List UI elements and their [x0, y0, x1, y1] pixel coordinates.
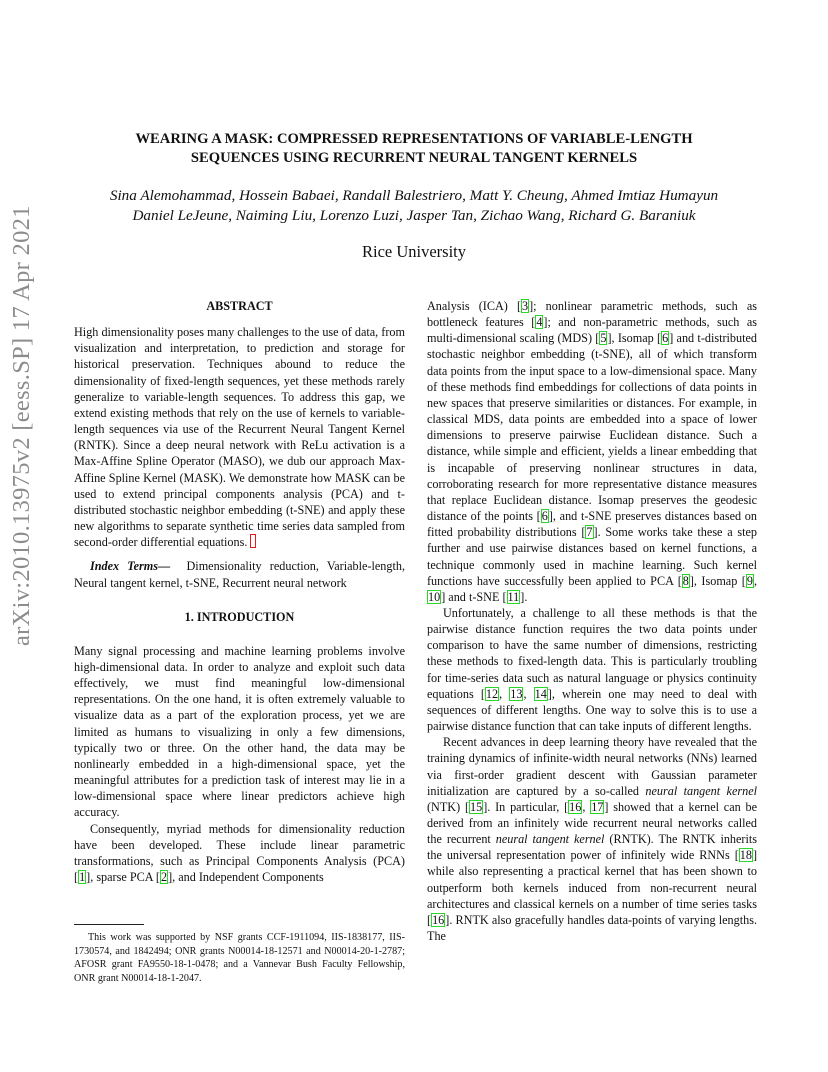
index-terms-label: Index Terms—	[90, 559, 171, 574]
author-line: Daniel LeJeune, Naiming Liu, Lorenzo Luzi, Jasper Tan, Zichao Wang, Richard G. Baraniuk	[132, 207, 696, 224]
citation-link[interactable]: 4	[536, 315, 543, 330]
citation-link[interactable]: 16	[569, 799, 582, 814]
citation-link[interactable]: 12	[485, 686, 499, 701]
left-column	[74, 298, 405, 885]
author-line: Sina Alemohammad, Hossein Babaei, Randall Balestriero, Matt Y. Cheung, Ahmed Imtiaz Humayun	[109, 187, 719, 204]
index-terms-text: Dimensionality reduction, Variable-length, Neural tangent kernel, t-SNE, Recurrent neural network	[74, 559, 405, 590]
citation-link[interactable]: 7	[586, 525, 593, 540]
body-paragraph: Unfortunately, a challenge to all these methods is that the pairwise distance function requires the two data points under comparison to have the same number of dimensions, restricting these methods to fixed-length data. This is particularly troubling for time-series data such as natural language or physics continuity equations [12, 13, 14], wherein one may need to deal with sequences of different lengths. One way to solve this is to use a pairwise distance function that can take inputs of different lengths.	[427, 605, 757, 734]
intro-paragraph: Many signal processing and machine learning problems involve high-dimensional data. In order to analyze and exploit such data effectively, we must find meaningful low-dimensional representations. On the one hand, it is often extremely valuable to visualize data as a part of the exploration process, yet we are limited as humans to visualizing in only a few dimensions, typically two or three. On the other hand, the data may be nonlinearly embedded in a high-dimensional space, yet the meaningful attributes for a prediction task of interest may lie in a low-dimensional space where linear predictors achieve high accuracy.	[74, 643, 405, 820]
affiliation: Rice University	[361, 242, 467, 261]
right-column	[427, 298, 757, 944]
citation-link[interactable]: 11	[507, 589, 520, 604]
citation-link[interactable]: 2	[160, 870, 168, 884]
footnote-divider	[74, 924, 144, 925]
title-line: SEQUENCES USING RECURRENT NEURAL TANGENT KERNELS	[190, 150, 638, 166]
abstract-body: High dimensionality poses many challenges to the use of data, from visualization and interpretation, to prediction and storage for historical preservation. Techniques abound to reduce the dimensionality of fixed-length sequences, yet these methods rarely generalize to variable-length sequences. To address this gap, we extend existing methods that rely on the use of kernels to variable-length sequences via use of the Recurrent Neural Tangent Kernel (RNTK). Since a deep neural network with ReLu activation is a Max-Affine Spline Operator (MASO), we dub our approach Max-Affine Spline Kernel (MASK). We demonstrate how MASK can be used to extend principal components analysis (PCA) and t-distributed stochastic neighbor embedding (t-SNE) and apply these new algorithms to separate synthetic time series data sampled from second-order differential equations.	[74, 325, 405, 550]
arxiv-identifier: arXiv:2010.13975v2 [eess.SP] 17 Apr 2021	[8, 205, 35, 646]
body-paragraph: Recent advances in deep learning theory have revealed that the training dynamics of infinite-width neural networks (NNs) learned via first-order gradient descent with Gaussian parameter initialization are captured by a so-called neural tangent kernel (NTK) [15]. In particular, [16, 17] showed that a kernel can be derived from an infinitely wide recurrent neural networks called the recurrent neural tangent kernel (RNTK). The RNTK inherits the universal representation power of infinitely wide RNNs [18] while also representing a practical kernel that has been shown to outperform both kernels induced from non-recurrent neural architectures and classical kernels on a number of time series tasks [16]. RNTK also gracefully handles data-points of varying lengths. The	[427, 735, 758, 944]
citation-link[interactable]: 18	[739, 848, 752, 863]
citation-link[interactable]: 15	[470, 799, 483, 814]
title-line: WEARING A MASK: COMPRESSED REPRESENTATIONS OF VARIABLE-LENGTH	[135, 131, 693, 147]
author-list	[60, 186, 768, 226]
abstract-heading: ABSTRACT	[206, 299, 273, 313]
abstract-text	[74, 324, 405, 550]
citation-link[interactable]: 14	[534, 686, 547, 701]
footnote-link[interactable]	[250, 534, 256, 548]
index-terms	[74, 558, 405, 590]
section-heading-introduction: 1. INTRODUCTION	[184, 609, 295, 624]
citation-link[interactable]: 9	[746, 573, 753, 588]
citation-link[interactable]: 3	[522, 299, 529, 313]
citation-link[interactable]: 8	[682, 573, 689, 588]
citation-link[interactable]: 5	[600, 331, 607, 346]
paper-title	[90, 130, 738, 168]
citation-link[interactable]: 6	[662, 331, 669, 346]
body-paragraph: Analysis (ICA) [3]; nonlinear parametric methods, such as bottleneck features [4]; and non-parametric methods, such as multi-dimensional scaling (MDS) [5], Isomap [6] and t-distributed stochastic neighbor embedding (t-SNE), all of which transform data points from the input space to a low-dimensional space. Many of these methods find embeddings for collections of data points in new spaces that preserve similarities or distances. For example, in classical MDS, data points are embedded into a space of lower dimensions to preserve pairwise Euclidean distance. Such a distance, while simple and efficient, yields a linear embedding that is incapable of preserving nonlinear structures in data, corroborating research for more representative distance measures that replace Euclidean distance. Isomap preserves the geodesic distance of the points [6], and t-SNE preserves distances based on fitted probability distributions [7]. Some works take these a step further and use pairwise distances based on kernel functions, a technique commonly used in machine learning. Such kernel functions have successfully been applied to PCA [8], Isomap [9, 10] and t-SNE [11].	[427, 299, 758, 604]
footnote: This work was supported by NSF grants CCF-1911094, IIS-1838177, IIS-1730574, and 1842494; ONR grants N00014-18-12571 and N00014-20-1-2787; AFOSR grant FA9550-18-1-0478; and a Vannevar Bush Faculty Fellowship, ONR grant N00014-18-1-2047.	[74, 932, 405, 984]
intro-paragraph: Consequently, myriad methods for dimensionality reduction have been developed. These include linear parametric transformations, such as Principal Components Analysis (PCA) [1], sparse PCA [2], and Independent Components	[74, 821, 405, 884]
emphasized-term: neural tangent kernel	[645, 783, 758, 798]
emphasized-term: neural tangent kernel	[495, 832, 605, 847]
citation-link[interactable]: 10	[428, 589, 441, 604]
citation-link[interactable]: 13	[510, 686, 523, 701]
citation-link[interactable]: 17	[591, 799, 604, 814]
citation-link[interactable]: 1	[79, 870, 86, 884]
citation-link[interactable]: 6	[541, 509, 548, 524]
citation-link[interactable]: 16	[432, 912, 445, 927]
